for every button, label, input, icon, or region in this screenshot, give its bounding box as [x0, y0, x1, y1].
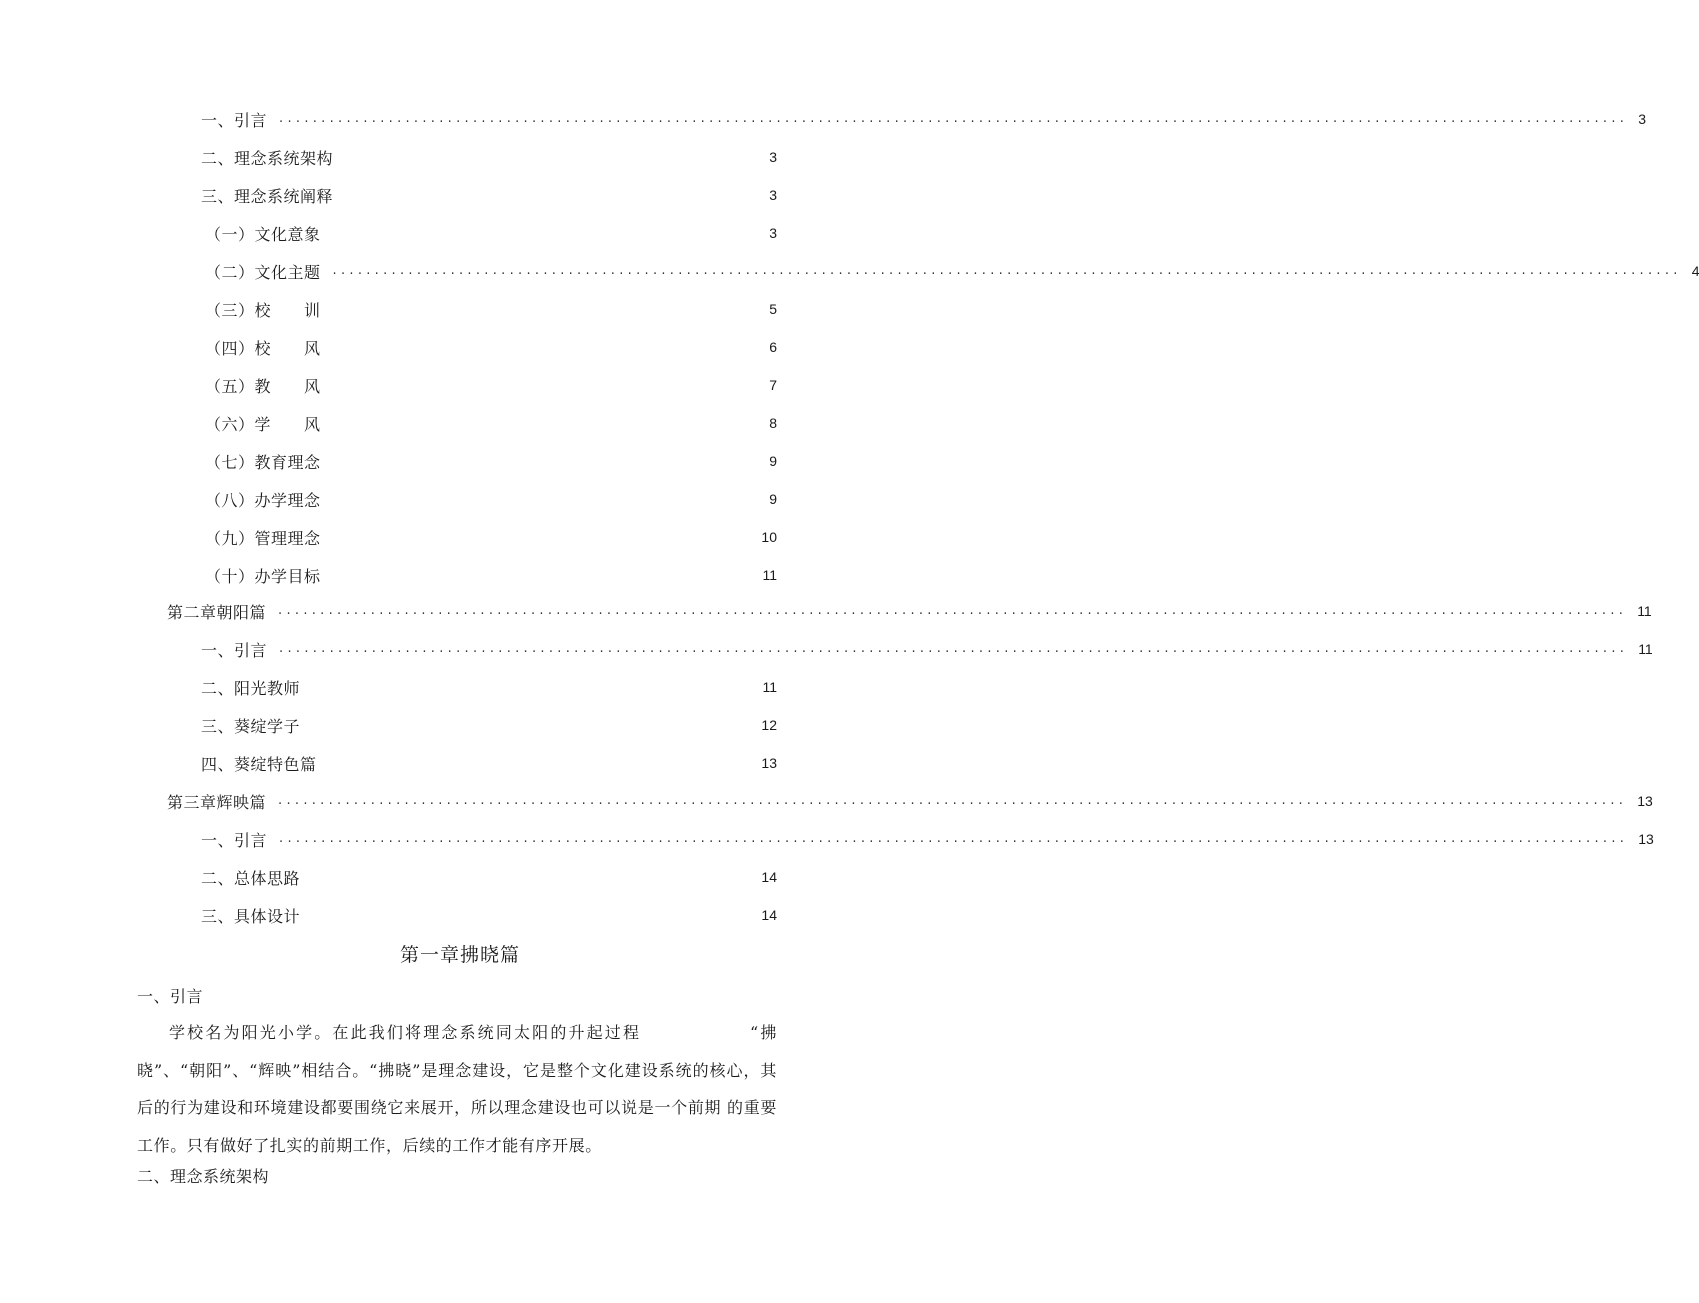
toc-entry[interactable] [205, 372, 777, 398]
toc-page-number: 7 [769, 377, 777, 393]
toc-dot-leader: ................................................................................................................................................................ [278, 793, 1628, 808]
intro-paragraph: 学校名为阳光小学。在此我们将理念系统同太阳的升起过程 “拂晓”、“朝阳”、“辉映”相结合。“拂晓”是理念建设，它是整个文化建设系统的核心，其 后的行为建设和环境建设都要围绕它来展开，所以理念建设也可以说是一个前期 的重要工作。只有做好了扎实的前期工作，后续的工作才能有序开展。 [137, 1023, 777, 1155]
toc-entry[interactable] [205, 448, 777, 474]
toc-entry[interactable] [201, 826, 1654, 852]
toc-entry[interactable] [201, 674, 777, 700]
toc-entry-label: 一、引言 [201, 110, 268, 130]
toc-entry[interactable] [201, 636, 1653, 662]
toc-page-number: 9 [769, 453, 777, 469]
toc-entry-label: （八）办学理念 [205, 490, 321, 510]
toc-entry-label: （六）学 风 [205, 414, 321, 434]
toc-dot-leader: ................................................................................................................................................................ [332, 263, 1682, 278]
toc-dot-leader: ................................................................................................................................................................ [279, 641, 1629, 656]
toc-entry[interactable] [201, 144, 777, 170]
toc-page-number: 13 [761, 755, 777, 771]
toc-page-number: 5 [769, 301, 777, 317]
toc-entry[interactable] [205, 486, 777, 512]
toc-entry[interactable] [201, 712, 777, 738]
toc-entry-label: （七）教育理念 [205, 452, 321, 472]
section-heading-architecture: 二、理念系统架构 [137, 1167, 270, 1186]
toc-entry[interactable] [205, 258, 1699, 284]
toc-entry-label: 二、总体思路 [201, 868, 301, 888]
toc-page-number: 3 [1638, 111, 1646, 127]
toc-entry-label: 一、引言 [201, 830, 268, 850]
section-heading-introduction: 一、引言 [137, 987, 204, 1006]
toc-page-number: 11 [1637, 603, 1652, 619]
toc-entry[interactable] [201, 750, 777, 776]
toc-page-number: 12 [761, 717, 777, 733]
toc-page-number: 8 [769, 415, 777, 431]
chapter-title: 第一章拂晓篇 [399, 944, 520, 966]
toc-entry[interactable] [167, 598, 1652, 624]
toc-page-number: 11 [762, 567, 777, 583]
toc-dot-leader: ................................................................................................................................................................ [279, 111, 1629, 126]
toc-dot-leader: ................................................................................................................................................................ [279, 831, 1629, 846]
toc-entry-label: （一）文化意象 [205, 224, 321, 244]
toc-entry-label: （二）文化主题 [205, 262, 321, 282]
toc-entry-label: 二、阳光教师 [201, 678, 301, 698]
toc-page-number: 14 [761, 907, 777, 923]
toc-entry[interactable] [201, 182, 777, 208]
toc-entry[interactable] [205, 410, 777, 436]
toc-entry[interactable] [205, 562, 777, 588]
toc-entry-label: （三）校 训 [205, 300, 321, 320]
toc-entry-label: 二、理念系统架构 [201, 148, 334, 168]
toc-entry[interactable] [167, 788, 1653, 814]
toc-page-number: 11 [1638, 641, 1653, 657]
toc-entry-label: 三、葵绽学子 [201, 716, 301, 736]
toc-entry-label: （十）办学目标 [205, 566, 321, 586]
toc-entry-label: 第二章朝阳篇 [167, 602, 267, 622]
toc-entry-label: （九）管理理念 [205, 528, 321, 548]
toc-page-number: 13 [1637, 793, 1653, 809]
toc-entry-label: 一、引言 [201, 640, 268, 660]
toc-entry-label: 三、理念系统阐释 [201, 186, 334, 206]
toc-entry[interactable] [201, 106, 1646, 132]
toc-page-number: 10 [761, 529, 777, 545]
toc-entry-label: 四、葵绽特色篇 [201, 754, 317, 774]
toc-entry[interactable] [201, 902, 777, 928]
toc-page-number: 9 [769, 491, 777, 507]
toc-entry[interactable] [205, 296, 777, 322]
toc-dot-leader: ................................................................................................................................................................ [278, 603, 1628, 618]
toc-page-number: 3 [769, 187, 777, 203]
toc-page-number: 3 [769, 225, 777, 241]
toc-entry-label: （四）校 风 [205, 338, 321, 358]
toc-entry-label: 三、具体设计 [201, 906, 301, 926]
toc-page-number: 11 [762, 679, 777, 695]
toc-page-number: 6 [769, 339, 777, 355]
toc-page-number: 14 [761, 869, 777, 885]
toc-entry[interactable] [205, 334, 777, 360]
toc-page-number: 13 [1638, 831, 1654, 847]
toc-entry-label: （五）教 风 [205, 376, 321, 396]
toc-page-number: 4 [1691, 263, 1699, 279]
toc-entry[interactable] [201, 864, 777, 890]
toc-entry[interactable] [205, 524, 777, 550]
toc-entry[interactable] [205, 220, 777, 246]
toc-page-number: 3 [769, 149, 777, 165]
toc-entry-label: 第三章辉映篇 [167, 792, 267, 812]
